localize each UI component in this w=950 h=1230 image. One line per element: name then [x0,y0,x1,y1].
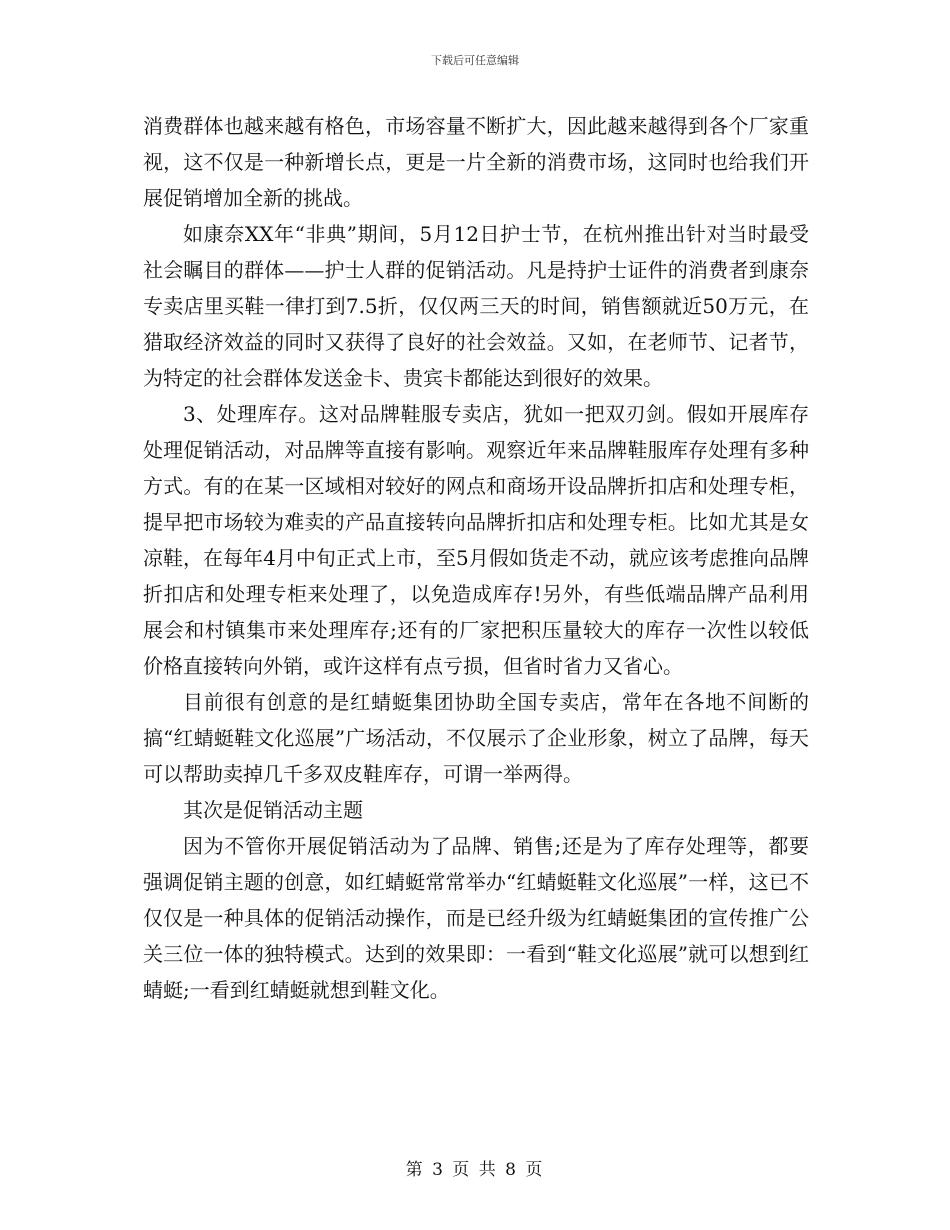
paragraph-5: 因为不管你开展促销活动为了品牌、销售;还是为了库存处理等，都要强调促销主题的创意，如红蜻蜓常常举办“红蜻蜓鞋文化巡展”一样，这已不仅仅是一种具体的促销活动操作，而是已经升级为红蜻蜓集团的宣传推广公关三位一体的独特模式。达到的效果即：一看到“鞋文化巡展”就可以想到红蜻蜓;一看到红蜻蜓就想到鞋文化。 [143,834,809,1002]
paragraph-1: 消费群体也越来越有格色，市场容量不断扩大，因此越来越得到各个厂家重视，这不仅是一种新增长点，更是一片全新的消费市场，这同时也给我们开展促销增加全新的挑战。 [143,114,809,210]
paragraph-3: 3、处理库存。这对品牌鞋服专卖店，犹如一把双刃剑。假如开展库存处理促销活动，对品牌等直接有影响。观察近年来品牌鞋服库存处理有多种方式。有的在某一区域相对较好的网点和商场开设品牌折扣店和处理专柜，提早把市场较为难卖的产品直接转向品牌折扣店和处理专柜。比如尤其是女凉鞋，在每年4月中旬正式上市，至5月假如货走不动，就应该考虑推向品牌折扣店和处理专柜来处理了，以免造成库存!另外，有些低端品牌产品利用展会和村镇集市来处理库存;还有的厂家把积压量较大的库存一次性以较低价格直接转向外销，或许这样有点亏损，但省时省力又省心。 [143,402,809,678]
header-note: 下载后可任意编辑 [431,54,519,67]
paragraph-4: 目前很有创意的是红蜻蜓集团协助全国专卖店，常年在各地不间断的搞“红蜻蜓鞋文化巡展”广场活动，不仅展示了企业形象，树立了品牌，每天可以帮助卖掉几千多双皮鞋库存，可谓一举两得。 [143,690,809,786]
section-heading: 其次是促销活动主题 [183,798,363,822]
page-number: 第 3 页 共 8 页 [405,1160,545,1180]
document-body [143,108,809,1008]
paragraph-2: 如康奈XX年“非典”期间，5月12日护士节，在杭州推出针对当时最受社会瞩目的群体——护士人群的促销活动。凡是持护士证件的消费者到康奈专卖店里买鞋一律打到7.5折，仅仅两三天的时间，销售额就近50万元，在猎取经济效益的同时又获得了良好的社会效益。又如，在老师节、记者节，为特定的社会群体发送金卡、贵宾卡都能达到很好的效果。 [143,222,809,390]
